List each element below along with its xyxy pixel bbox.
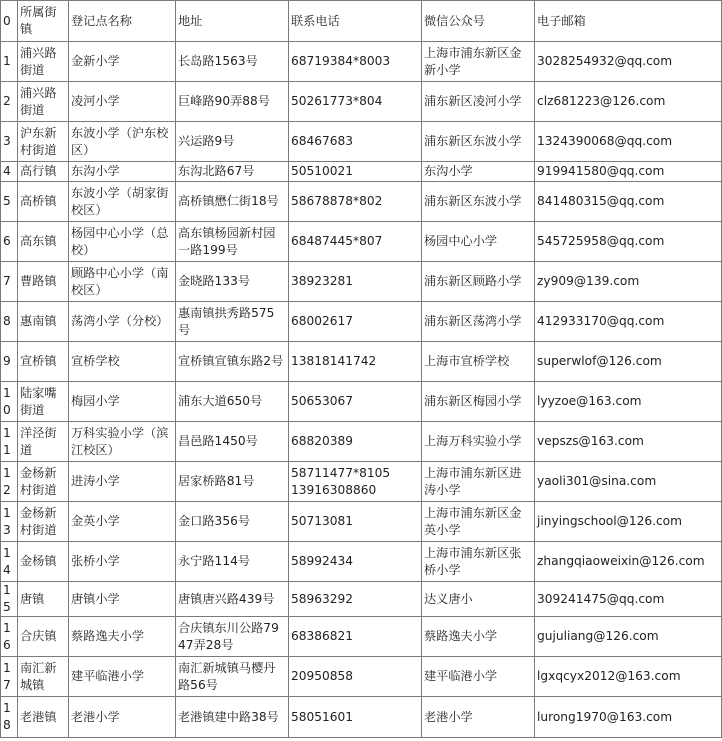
- address-cell: 宣桥镇宣镇东路2号: [176, 342, 289, 382]
- registration-point-cell: 顾路中心小学（南校区）: [69, 262, 176, 302]
- row-index: 9: [1, 342, 18, 382]
- subdistrict-cell: 浦兴路街道: [18, 42, 69, 82]
- subdistrict-cell: 惠南镇: [18, 302, 69, 342]
- subdistrict-cell: 高行镇: [18, 162, 69, 182]
- subdistrict-cell: 浦兴路街道: [18, 82, 69, 122]
- registration-point-cell: 凌河小学: [69, 82, 176, 122]
- row-index: 7: [1, 262, 18, 302]
- table-row: [1, 302, 722, 342]
- phone-cell: 50261773*804: [289, 82, 422, 122]
- address-cell: 居家桥路81号: [176, 462, 289, 502]
- wechat-cell: 上海市浦东新区张桥小学: [422, 542, 535, 582]
- wechat-cell: 上海市浦东新区金新小学: [422, 42, 535, 82]
- phone-cell: 50510021: [289, 162, 422, 182]
- row-index: 1: [1, 42, 18, 82]
- subdistrict-cell: 高桥镇: [18, 182, 69, 222]
- wechat-cell: 浦东新区梅园小学: [422, 382, 535, 422]
- registration-point-cell: 东波小学（胡家街校区）: [69, 182, 176, 222]
- subdistrict-cell: 沪东新村街道: [18, 122, 69, 162]
- phone-cell: 58051601: [289, 697, 422, 738]
- phone-cell: 68386821: [289, 617, 422, 657]
- subdistrict-cell: 洋泾街道: [18, 422, 69, 462]
- subdistrict-cell: 高东镇: [18, 222, 69, 262]
- table-row: [1, 502, 722, 542]
- registration-point-cell: 金新小学: [69, 42, 176, 82]
- wechat-cell: 浦东新区顾路小学: [422, 262, 535, 302]
- registration-point-cell: 老港小学: [69, 697, 176, 738]
- email-cell: superwlof@126.com: [535, 342, 722, 382]
- table-row: [1, 697, 722, 738]
- table-row: [1, 342, 722, 382]
- wechat-cell: 蔡路逸夫小学: [422, 617, 535, 657]
- row-index: 15: [1, 582, 18, 617]
- address-cell: 高桥镇懋仁街18号: [176, 182, 289, 222]
- email-cell: jinyingschool@126.com: [535, 502, 722, 542]
- registration-point-cell: 梅园小学: [69, 382, 176, 422]
- table-row: [1, 422, 722, 462]
- registration-point-cell: 万科实验小学（滨江校区）: [69, 422, 176, 462]
- address-cell: 合庆镇东川公路7947弄28号: [176, 617, 289, 657]
- wechat-cell: 老港小学: [422, 697, 535, 738]
- phone-cell: 20950858: [289, 657, 422, 697]
- phone-cell: 50713081: [289, 502, 422, 542]
- registration-point-cell: 东沟小学: [69, 162, 176, 182]
- row-index: 13: [1, 502, 18, 542]
- address-cell: 兴运路9号: [176, 122, 289, 162]
- table-row: [1, 122, 722, 162]
- table-row: [1, 542, 722, 582]
- registration-point-cell: 金英小学: [69, 502, 176, 542]
- wechat-cell: 上海市浦东新区金英小学: [422, 502, 535, 542]
- email-cell: 919941580@qq.com: [535, 162, 722, 182]
- header-address: 地址: [176, 1, 289, 42]
- registration-point-cell: 荡湾小学（分校）: [69, 302, 176, 342]
- table-row: [1, 182, 722, 222]
- subdistrict-cell: 金杨镇: [18, 542, 69, 582]
- row-index: 10: [1, 382, 18, 422]
- registration-point-cell: 东波小学（沪东校区）: [69, 122, 176, 162]
- row-index: 5: [1, 182, 18, 222]
- email-cell: lyyzoe@163.com: [535, 382, 722, 422]
- address-cell: 高东镇杨园新村园一路199号: [176, 222, 289, 262]
- row-index: 17: [1, 657, 18, 697]
- address-cell: 永宁路114号: [176, 542, 289, 582]
- wechat-cell: 上海市宣桥学校: [422, 342, 535, 382]
- registration-point-cell: 进涛小学: [69, 462, 176, 502]
- table-row: [1, 617, 722, 657]
- email-cell: zhangqiaoweixin@126.com: [535, 542, 722, 582]
- row-index: 8: [1, 302, 18, 342]
- header-index: 0: [1, 1, 18, 42]
- wechat-cell: 浦东新区东波小学: [422, 122, 535, 162]
- table-row: [1, 82, 722, 122]
- header-email: 电子邮箱: [535, 1, 722, 42]
- email-cell: gujuliang@126.com: [535, 617, 722, 657]
- registration-point-cell: 杨园中心小学（总校）: [69, 222, 176, 262]
- subdistrict-cell: 合庆镇: [18, 617, 69, 657]
- wechat-cell: 浦东新区荡湾小学: [422, 302, 535, 342]
- address-cell: 老港镇建中路38号: [176, 697, 289, 738]
- email-cell: clz681223@126.com: [535, 82, 722, 122]
- wechat-cell: 浦东新区凌河小学: [422, 82, 535, 122]
- address-cell: 长岛路1563号: [176, 42, 289, 82]
- header-subdistrict: 所属街镇: [18, 1, 69, 42]
- phone-cell: 38923281: [289, 262, 422, 302]
- table-row: [1, 42, 722, 82]
- header-phone: 联系电话: [289, 1, 422, 42]
- table-row: [1, 162, 722, 182]
- subdistrict-cell: 南汇新城镇: [18, 657, 69, 697]
- wechat-cell: 建平临港小学: [422, 657, 535, 697]
- email-cell: vepszs@163.com: [535, 422, 722, 462]
- registration-point-cell: 唐镇小学: [69, 582, 176, 617]
- row-index: 18: [1, 697, 18, 738]
- email-cell: 545725958@qq.com: [535, 222, 722, 262]
- phone-cell: 68487445*807: [289, 222, 422, 262]
- table-row: [1, 657, 722, 697]
- address-cell: 唐镇唐兴路439号: [176, 582, 289, 617]
- table-row: [1, 462, 722, 502]
- row-index: 2: [1, 82, 18, 122]
- phone-cell: 58963292: [289, 582, 422, 617]
- subdistrict-cell: 金杨新村街道: [18, 502, 69, 542]
- row-index: 12: [1, 462, 18, 502]
- email-cell: lgxqcyx2012@163.com: [535, 657, 722, 697]
- table-row: [1, 582, 722, 617]
- table-header-row: [1, 1, 722, 42]
- wechat-cell: 浦东新区东波小学: [422, 182, 535, 222]
- header-registration-point: 登记点名称: [69, 1, 176, 42]
- email-cell: zy909@139.com: [535, 262, 722, 302]
- phone-cell: 58992434: [289, 542, 422, 582]
- subdistrict-cell: 宣桥镇: [18, 342, 69, 382]
- table-row: [1, 222, 722, 262]
- header-wechat: 微信公众号: [422, 1, 535, 42]
- subdistrict-cell: 陆家嘴街道: [18, 382, 69, 422]
- wechat-cell: 达义唐小: [422, 582, 535, 617]
- subdistrict-cell: 曹路镇: [18, 262, 69, 302]
- address-cell: 昌邑路1450号: [176, 422, 289, 462]
- address-cell: 金晓路133号: [176, 262, 289, 302]
- subdistrict-cell: 金杨新村街道: [18, 462, 69, 502]
- row-index: 11: [1, 422, 18, 462]
- registration-point-cell: 张桥小学: [69, 542, 176, 582]
- email-cell: lurong1970@163.com: [535, 697, 722, 738]
- phone-cell: 50653067: [289, 382, 422, 422]
- wechat-cell: 东沟小学: [422, 162, 535, 182]
- table-body: [1, 42, 722, 738]
- email-cell: 841480315@qq.com: [535, 182, 722, 222]
- row-index: 14: [1, 542, 18, 582]
- address-cell: 惠南镇拱秀路575号: [176, 302, 289, 342]
- table-row: [1, 382, 722, 422]
- phone-cell: 58678878*802: [289, 182, 422, 222]
- row-index: 3: [1, 122, 18, 162]
- table-row: [1, 262, 722, 302]
- address-cell: 浦东大道650号: [176, 382, 289, 422]
- address-cell: 金口路356号: [176, 502, 289, 542]
- email-cell: yaoli301@sina.com: [535, 462, 722, 502]
- row-index: 16: [1, 617, 18, 657]
- subdistrict-cell: 老港镇: [18, 697, 69, 738]
- email-cell: 412933170@qq.com: [535, 302, 722, 342]
- registration-point-cell: 宣桥学校: [69, 342, 176, 382]
- wechat-cell: 上海市浦东新区进涛小学: [422, 462, 535, 502]
- phone-cell: 68719384*8003: [289, 42, 422, 82]
- phone-cell: 68820389: [289, 422, 422, 462]
- registration-point-cell: 建平临港小学: [69, 657, 176, 697]
- wechat-cell: 杨园中心小学: [422, 222, 535, 262]
- row-index: 4: [1, 162, 18, 182]
- address-cell: 巨峰路90弄88号: [176, 82, 289, 122]
- phone-cell: 13818141742: [289, 342, 422, 382]
- email-cell: 3028254932@qq.com: [535, 42, 722, 82]
- email-cell: 1324390068@qq.com: [535, 122, 722, 162]
- email-cell: 309241475@qq.com: [535, 582, 722, 617]
- wechat-cell: 上海万科实验小学: [422, 422, 535, 462]
- phone-cell: 68002617: [289, 302, 422, 342]
- address-cell: 东沟北路67号: [176, 162, 289, 182]
- phone-cell: 58711477*8105 13916308860: [289, 462, 422, 502]
- address-cell: 南汇新城镇马樱丹路56号: [176, 657, 289, 697]
- phone-cell: 68467683: [289, 122, 422, 162]
- row-index: 6: [1, 222, 18, 262]
- subdistrict-cell: 唐镇: [18, 582, 69, 617]
- registration-point-cell: 蔡路逸夫小学: [69, 617, 176, 657]
